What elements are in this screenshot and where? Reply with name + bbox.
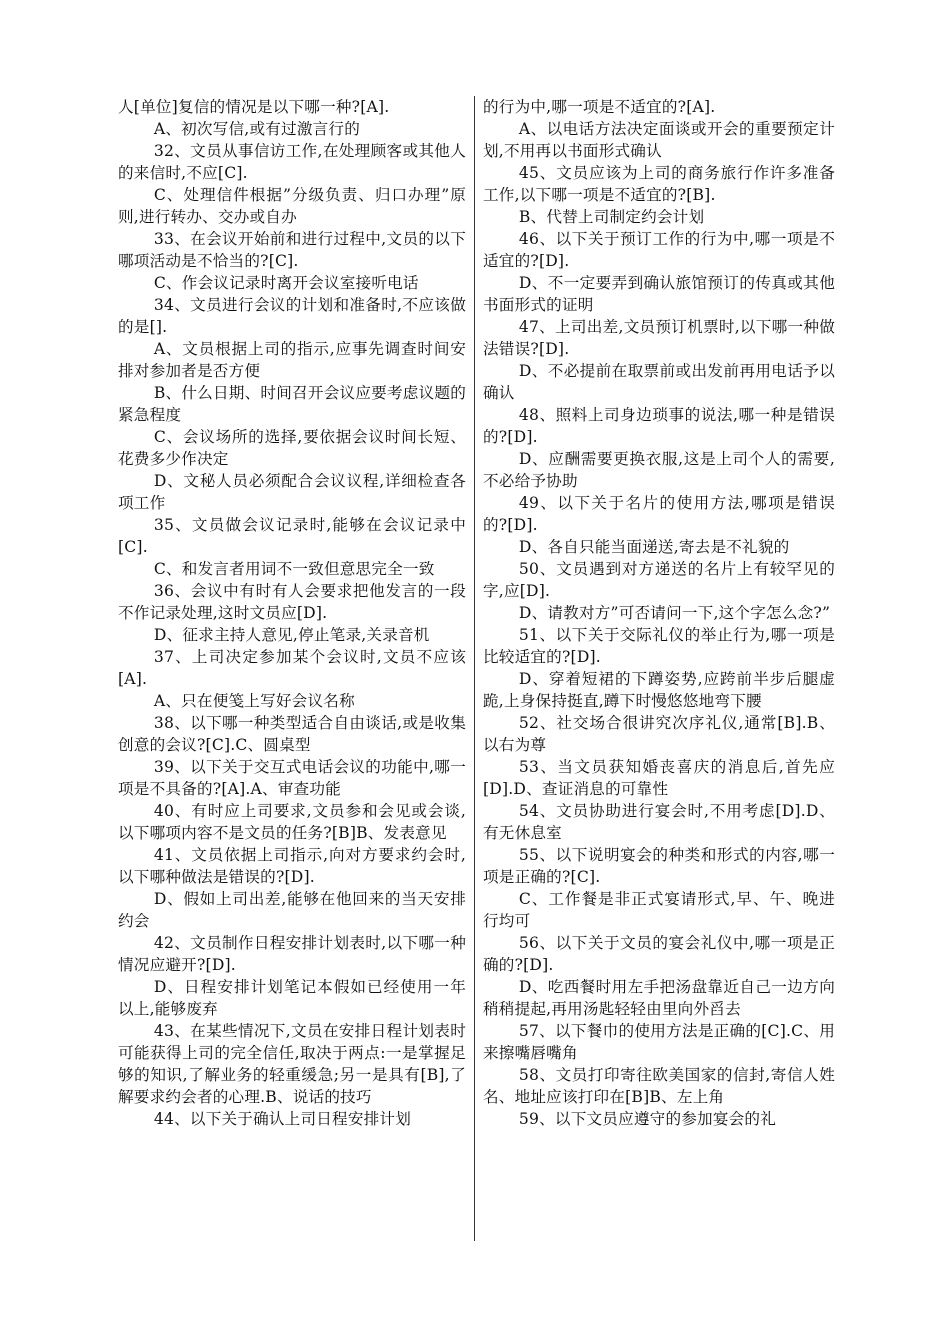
paragraph: D、不一定要弄到确认旅馆预订的传真或其他书面形式的证明 — [483, 274, 835, 314]
paragraph: 39、以下关于交互式电话会议的功能中,哪一项是不具备的?[A].A、审查功能 — [118, 758, 466, 798]
paragraph: 的行为中,哪一项是不适宜的?[A]. — [483, 98, 716, 116]
paragraph: 41、文员依据上司指示,向对方要求约会时,以下哪种做法是错误的?[D]. — [118, 846, 466, 886]
paragraph: 54、文员协助进行宴会时,不用考虑[D].D、有无休息室 — [483, 802, 835, 842]
paragraph: B、什么日期、时间召开会议应要考虑议题的紧急程度 — [118, 384, 466, 424]
paragraph: 38、以下哪一种类型适合自由谈话,或是收集创意的会议?[C].C、圆桌型 — [118, 714, 466, 754]
paragraph: 56、以下关于文员的宴会礼仪中,哪一项是正确的?[D]. — [483, 934, 835, 974]
paragraph: D、吃西餐时用左手把汤盘靠近自己一边方向稍稍提起,再用汤匙轻轻由里向外舀去 — [483, 978, 835, 1018]
paragraph: C、作会议记录时离开会议室接听电话 — [153, 274, 419, 292]
paragraph: 35、文员做会议记录时,能够在会议记录中[C]. — [118, 516, 466, 556]
paragraph: 53、当文员获知婚丧喜庆的消息后,首先应[D].D、查证消息的可靠性 — [483, 758, 835, 798]
paragraph: D、各自只能当面递送,寄去是不礼貌的 — [518, 538, 790, 556]
paragraph: D、日程安排计划笔记本假如已经使用一年以上,能够废弃 — [118, 978, 466, 1018]
left-text-column — [118, 96, 466, 1130]
paragraph: A、只在便笺上写好会议名称 — [153, 692, 355, 710]
paragraph: 55、以下说明宴会的种类和形式的内容,哪一项是正确的?[C]. — [483, 846, 835, 886]
paragraph: C、会议场所的选择,要依据会议时间长短、花费多少作决定 — [118, 428, 466, 468]
paragraph: 59、以下文员应遵守的参加宴会的礼 — [518, 1110, 777, 1128]
paragraph: 人[单位]复信的情况是以下哪一种?[A]. — [118, 98, 390, 116]
paragraph: D、征求主持人意见,停止笔录,关录音机 — [153, 626, 430, 644]
paragraph: 58、文员打印寄往欧美国家的信封,寄信人姓名、地址应该打印在[B]B、左上角 — [483, 1066, 835, 1106]
paragraph: A、初次写信,或有过激言行的 — [153, 120, 361, 138]
paragraph: 37、上司决定参加某个会议时,文员不应该[A]. — [118, 648, 466, 688]
paragraph: C、和发言者用词不一致但意思完全一致 — [153, 560, 435, 578]
paragraph: 36、会议中有时有人会要求把他发言的一段不作记录处理,这时文员应[D]. — [118, 582, 466, 622]
paragraph: D、假如上司出差,能够在他回来的当天安排约会 — [118, 890, 466, 930]
paragraph: D、应酬需要更换衣服,这是上司个人的需要,不必给予协助 — [483, 450, 835, 490]
paragraph: C、处理信件根据”分级负责、归口办理”原则,进行转办、交办或自办 — [118, 186, 466, 226]
paragraph: D、请教对方”可否请问一下,这个字怎么念?” — [518, 604, 831, 622]
paragraph: 45、文员应该为上司的商务旅行作许多准备工作,以下哪一项是不适宜的?[B]. — [483, 164, 835, 204]
paragraph: 52、社交场合很讲究次序礼仪,通常[B].B、以右为尊 — [483, 714, 835, 754]
paragraph: B、代替上司制定约会计划 — [518, 208, 705, 226]
paragraph: 48、照料上司身边琐事的说法,哪一种是错误的?[D]. — [483, 406, 835, 446]
paragraph: 46、以下关于预订工作的行为中,哪一项是不适宜的?[D]. — [483, 230, 835, 270]
paragraph: 51、以下关于交际礼仪的举止行为,哪一项是比较适宜的?[D]. — [483, 626, 835, 666]
paragraph: 32、文员从事信访工作,在处理顾客或其他人的来信时,不应[C]. — [118, 142, 466, 182]
column-divider — [474, 96, 475, 1241]
paragraph: 42、文员制作日程安排计划表时,以下哪一种情况应避开?[D]. — [118, 934, 466, 974]
paragraph: A、文员根据上司的指示,应事先调查时间安排对参加者是否方便 — [118, 340, 466, 380]
paragraph: 33、在会议开始前和进行过程中,文员的以下哪项活动是不恰当的?[C]. — [118, 230, 466, 270]
paragraph: 44、以下关于确认上司日程安排计划 — [153, 1110, 412, 1128]
paragraph: 57、以下餐巾的使用方法是正确的[C].C、用来擦嘴唇嘴角 — [483, 1022, 835, 1062]
paragraph: D、文秘人员必须配合会议议程,详细检查各项工作 — [118, 472, 466, 512]
paragraph: D、穿着短裙的下蹲姿势,应跨前半步后腿虚跪,上身保持挺直,蹲下时慢悠悠地弯下腰 — [483, 670, 835, 710]
paragraph: 34、文员进行会议的计划和准备时,不应该做的是[]. — [118, 296, 466, 336]
paragraph: 43、在某些情况下,文员在安排日程计划表时可能获得上司的完全信任,取决于两点:一是掌握足够的知识,了解业务的轻重缓急;另一是具有[B],了解要求约会者的心理.B、说话的技巧 — [118, 1022, 466, 1106]
right-text-column — [483, 96, 835, 1130]
paragraph: D、不必提前在取票前或出发前再用电话予以确认 — [483, 362, 835, 402]
paragraph: 47、上司出差,文员预订机票时,以下哪一种做法错误?[D]. — [483, 318, 835, 358]
paragraph: 40、有时应上司要求,文员参和会见或会谈,以下哪项内容不是文员的任务?[B]B、发表意见 — [118, 802, 466, 842]
paragraph: A、以电话方法决定面谈或开会的重要预定计划,不用再以书面形式确认 — [483, 120, 835, 160]
paragraph: C、工作餐是非正式宴请形式,早、午、晚进行均可 — [483, 890, 835, 930]
paragraph: 50、文员遇到对方递送的名片上有较罕见的字,应[D]. — [483, 560, 835, 600]
paragraph: 49、以下关于名片的使用方法,哪项是错误的?[D]. — [483, 494, 835, 534]
